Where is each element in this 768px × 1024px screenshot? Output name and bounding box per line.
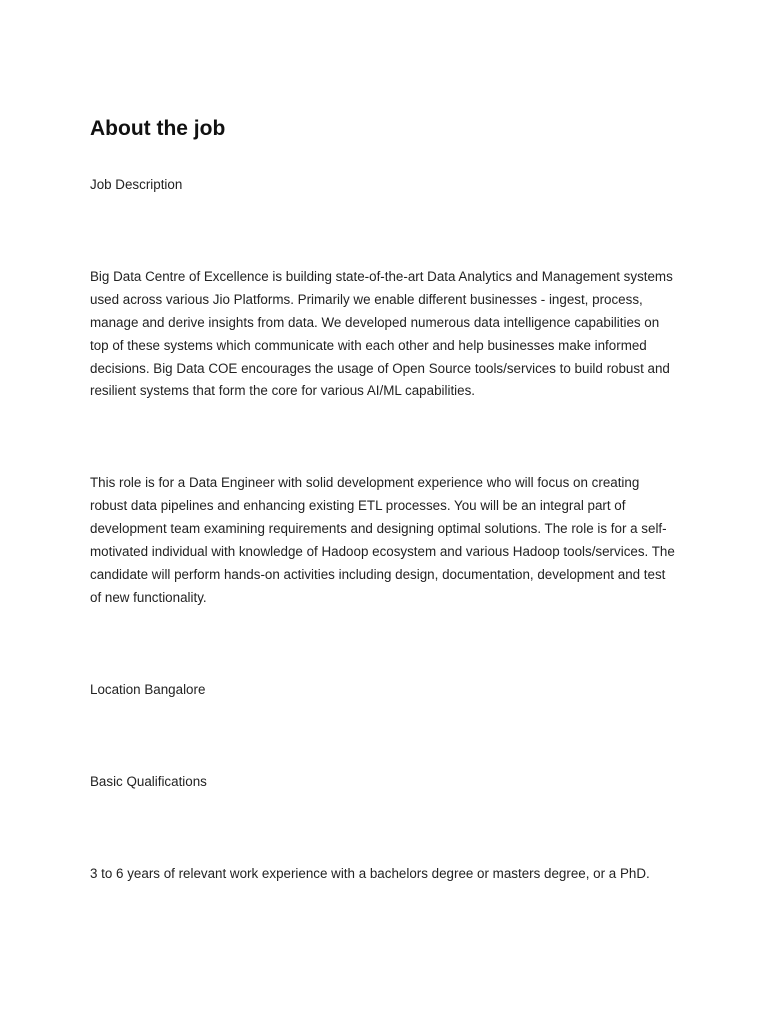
basic-qualifications-heading: Basic Qualifications xyxy=(90,773,207,789)
experience-requirement-text: 3 to 6 years of relevant work experience with a bachelors degree or masters degree, or a PhD. xyxy=(90,865,650,881)
role-paragraph: This role is for a Data Engineer with solid development experience who will focus on creating robust data pipelines and enhancing existing ETL processes. You will be an integral part of development team examining requirements and designing optimal solutions. The role is for a self-motivated individual with knowledge of Hadoop ecosystem and various Hadoop tools/services. The candidate will perform hands-on activities including design, documentation, development and test of new functionality. xyxy=(90,475,675,605)
coe-intro-paragraph: Big Data Centre of Excellence is building state-of-the-art Data Analytics and Management systems used across various Jio Platforms. Primarily we enable different businesses - ingest, process, manage and derive insights from data. We developed numerous data intelligence capabilities on top of these systems which communicate with each other and help businesses make informed decisions. Big Data COE encourages the usage of Open Source tools/services to build robust and resilient systems that form the core for various AI/ML capabilities. xyxy=(90,268,673,399)
job-description-label: Job Description xyxy=(90,177,183,192)
page-title: About the job xyxy=(90,117,226,140)
job-content xyxy=(90,114,680,886)
location-text: Location Bangalore xyxy=(90,681,206,697)
